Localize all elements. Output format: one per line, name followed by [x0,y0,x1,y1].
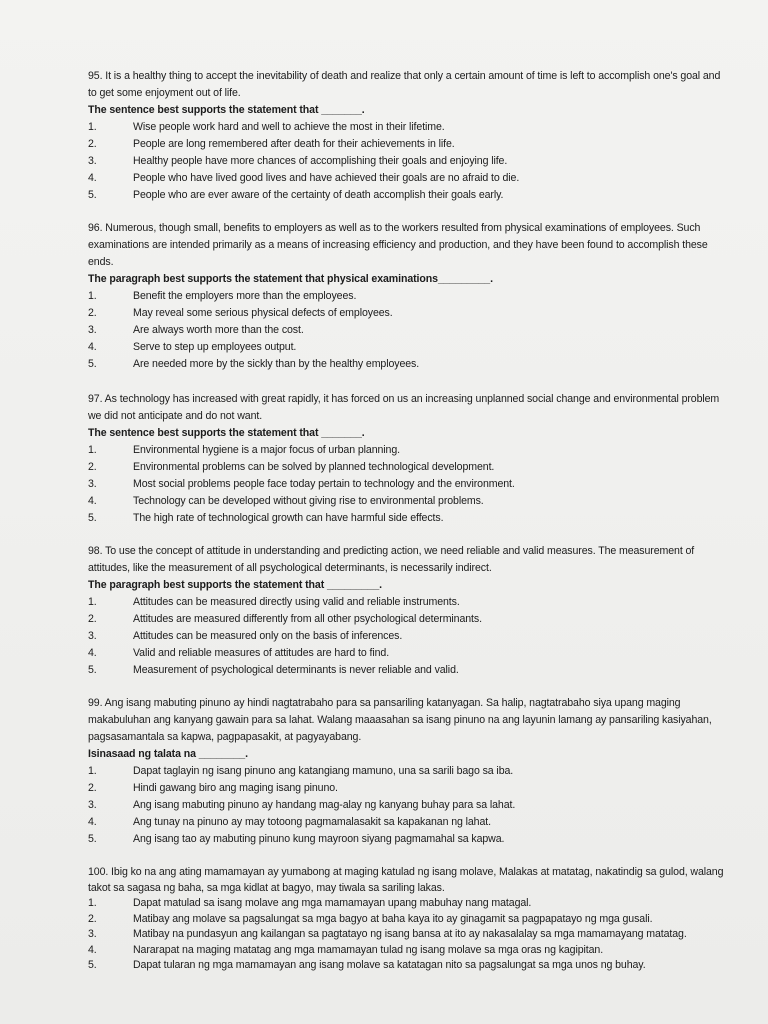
option-number: 1. [88,444,97,456]
answer-option [88,912,728,928]
option-text: Matibay ang molave sa pagsalungat sa mga bagyo at baha kaya ito ay ginagamit sa pagpapatayo ng mga gusali. [133,912,653,925]
question-stem: 95. It is a healthy thing to accept the inevitability of death and realize that only a certain amount of time is left to accomplish one's goal and to get some enjoyment out of life. [88,70,721,99]
option-number: 2. [88,912,97,925]
option-number: 2. [88,613,97,625]
answer-options [88,896,728,974]
question-97 [88,391,728,527]
option-text: Dapat taglayin ng isang pinuno ang katangiang mamuno, una sa sarili bago sa iba. [133,765,514,777]
option-number: 5. [88,358,97,370]
option-text: The high rate of technological growth can have harmful side effects. [133,512,444,524]
answer-option [88,763,728,780]
option-number: 2. [88,307,97,319]
option-text: Valid and reliable measures of attitudes are hard to find. [133,647,390,659]
option-number: 1. [88,897,97,909]
option-text: May reveal some serious physical defects of employees. [133,307,393,319]
option-number: 5. [88,189,97,201]
question-stem: 100. Ibig ko na ang ating mamamayan ay yumabong at maging katulad ng isang molave, Malakas at matatag, nakatindig sa gulod, walang takot sa sagasa ng baha, sa mga kidlat at bagyo, may tiwala sa sariling lakas. [88,866,724,894]
question-stem: 99. Ang isang mabuting pinuno ay hindi nagtatrabaho para sa pansariling katanyagan. Sa halip, nagtatrabaho siya upang maging makabuluhan ang kanyang gawain para sa lahat. Walang maaasahan sa isang pinuno na ang layunin lamang ay pansariling kasiyahan, pagsasamantala sa kapwa, pagpapasakit, at pagyayabang. [88,697,712,743]
option-text: Ang isang mabuting pinuno ay handang mag-alay ng kanyang buhay para sa lahat. [133,799,516,811]
answer-option [88,662,728,679]
answer-option [88,958,728,974]
answer-option [88,628,728,645]
option-text: Matibay na pundasyun ang kailangan sa pagtatayo ng isang bansa at ito ay nakasalalay sa mga mamamayang matatag. [133,928,687,940]
answer-options [88,442,728,527]
answer-option [88,459,728,476]
answer-option [88,831,728,848]
answer-option [88,119,728,136]
option-text: Healthy people have more chances of accomplishing their goals and enjoying life. [133,155,508,167]
option-text: People who are ever aware of the certainty of death accomplish their goals early. [133,189,504,201]
answer-option [88,153,728,170]
option-number: 5. [88,512,97,524]
option-text: Measurement of psychological determinants is never reliable and valid. [133,664,459,676]
answer-option [88,510,728,527]
answer-option [88,356,728,373]
answer-option [88,896,728,912]
option-text: Are always worth more than the cost. [133,324,304,336]
option-number: 2. [88,138,97,150]
question-stem: 96. Numerous, though small, benefits to employers as well as to the workers resulted from physical examinations of employees. Such examinations are intended primarily as a means of increasing efficiency and production, and they have been found to accomplish these ends. [88,222,708,268]
option-text: Hindi gawang biro ang maging isang pinuno. [133,782,338,794]
question-prompt: The sentence best supports the statement that _______. [88,104,365,116]
question-stem: 97. As technology has increased with great rapidly, it has forced on us an increasing unplanned social change and environmental problem we did not anticipate and do not want. [88,393,720,422]
option-number: 5. [88,833,97,845]
option-number: 1. [88,121,97,133]
answer-option [88,493,728,510]
option-text: Attitudes are measured differently from all other psychological determinants. [133,613,482,625]
option-text: Nararapat na maging matatag ang mga mamamayan tulad ng isang molave sa mga oras ng kagipitan. [133,943,604,956]
option-number: 5. [88,664,97,676]
answer-option [88,927,728,943]
option-number: 1. [88,765,97,777]
answer-option [88,136,728,153]
question-96 [88,220,728,373]
option-text: Technology can be developed without giving rise to environmental problems. [133,495,484,507]
option-number: 4. [88,943,97,956]
answer-options [88,594,728,679]
option-text: Dapat tularan ng mga mamamayan ang isang molave sa katatagan nito sa pagsalungat sa mga unos ng buhay. [133,959,646,971]
option-text: Environmental hygiene is a major focus of urban planning. [133,444,400,456]
answer-option [88,476,728,493]
option-text: Benefit the employers more than the employees. [133,290,357,302]
option-number: 2. [88,782,97,794]
option-text: Ang tunay na pinuno ay may totoong pagmamalasakit sa kapakanan ng lahat. [133,816,491,828]
option-number: 3. [88,630,97,642]
question-prompt: The paragraph best supports the statement that _________. [88,579,382,591]
option-text: Ang isang tao ay mabuting pinuno kung mayroon siyang pagmamahal sa kapwa. [133,833,505,845]
answer-option [88,814,728,831]
option-text: Serve to step up employees output. [133,341,297,353]
option-text: People are long remembered after death for their achievements in life. [133,138,455,150]
option-text: Environmental problems can be solved by planned technological development. [133,461,495,473]
answer-option [88,780,728,797]
option-text: Dapat matulad sa isang molave ang mga mamamayan upang mabuhay nang matagal. [133,897,532,909]
answer-option [88,594,728,611]
option-number: 4. [88,495,97,507]
option-number: 3. [88,928,97,940]
question-prompt: The paragraph best supports the statement that physical examinations_________. [88,273,493,285]
option-number: 5. [88,959,97,971]
answer-options [88,119,728,204]
answer-option [88,611,728,628]
option-text: Most social problems people face today pertain to technology and the environment. [133,478,515,490]
option-number: 4. [88,816,97,828]
option-number: 3. [88,324,97,336]
answer-option [88,305,728,322]
option-text: Are needed more by the sickly than by the healthy employees. [133,358,420,370]
option-number: 3. [88,799,97,811]
answer-option [88,339,728,356]
question-95 [88,68,728,204]
option-number: 3. [88,155,97,167]
option-number: 4. [88,172,97,184]
answer-options [88,288,728,373]
answer-option [88,288,728,305]
option-text: Wise people work hard and well to achieve the most in their lifetime. [133,121,445,133]
answer-option [88,187,728,204]
option-number: 4. [88,341,97,353]
question-prompt: Isinasaad ng talata na ________. [88,748,248,760]
question-99 [88,695,728,848]
answer-option [88,943,728,959]
option-number: 3. [88,478,97,490]
answer-option [88,170,728,187]
question-stem: 98. To use the concept of attitude in understanding and predicting action, we need reliable and valid measures. The measurement of attitudes, like the measurement of all psychological determinants, is necessarily indirect. [88,545,695,574]
option-text: Attitudes can be measured directly using valid and reliable instruments. [133,596,460,608]
option-number: 1. [88,596,97,608]
option-text: People who have lived good lives and have achieved their goals are no afraid to die. [133,172,520,184]
answer-option [88,645,728,662]
option-number: 2. [88,461,97,473]
answer-option [88,322,728,339]
answer-option [88,797,728,814]
question-100 [88,865,728,974]
answer-options [88,763,728,848]
option-number: 4. [88,647,97,659]
option-number: 1. [88,290,97,302]
option-text: Attitudes can be measured only on the basis of inferences. [133,630,403,642]
question-98 [88,543,728,679]
answer-option [88,442,728,459]
question-prompt: The sentence best supports the statement that _______. [88,427,365,439]
